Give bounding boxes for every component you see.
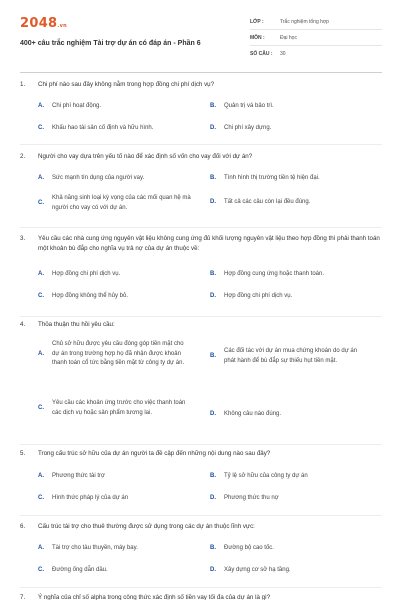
meta-label: SỐ CÂU :: [250, 51, 273, 57]
document-header: [20, 12, 382, 62]
question-text: Chi phí nào sau đây không nằm trong hợp đồng chi phí dịch vụ?: [38, 81, 215, 88]
question-number: 6.: [20, 523, 26, 530]
option-d[interactable]: [210, 410, 364, 420]
meta-label: MÔN :: [250, 34, 265, 41]
question-stem: [20, 449, 382, 459]
option-b[interactable]: [210, 102, 364, 112]
question-stem: [20, 593, 382, 600]
option-text: Phương thức tài trợ: [52, 473, 105, 479]
question-7: [20, 593, 382, 600]
option-letter: B.: [210, 473, 216, 479]
question-number: 5.: [20, 450, 26, 457]
question-number: 4.: [20, 321, 26, 328]
question-divider: [20, 316, 382, 317]
option-text: Tất cả các câu còn lại đều đúng.: [224, 199, 311, 205]
meta-row-subject: [250, 30, 382, 46]
option-d[interactable]: [210, 494, 364, 504]
option-text: Chủ sở hữu được yêu cầu đóng góp tiền mặt cho dự án trong trường hợp họ đã nhận được khoản thanh toán cổ tức bằng tiền mặt từ công ty dự án.: [52, 341, 185, 366]
question-text: Trong cấu trúc sở hữu của dự án người ta đề cập đến những nội dung nào sau đây?: [38, 450, 271, 457]
option-d[interactable]: [210, 292, 364, 302]
option-b[interactable]: [210, 174, 364, 184]
question-text: Yêu cầu các nhà cung ứng nguyên vật liệu không cung ứng đủ khối lượng nguyên vật liệu theo hợp đồng thì phải thanh toán một khoản bù đắp cho nghĩa vụ trả nợ của dự án thuộc về:: [38, 235, 380, 252]
option-letter: A.: [38, 350, 44, 357]
option-text: Phương thức thu nợ: [224, 495, 279, 501]
option-letter: D.: [210, 293, 216, 299]
option-d[interactable]: [210, 198, 364, 208]
question-6: [20, 522, 382, 588]
header-divider: [20, 72, 382, 73]
question-stem: [20, 522, 382, 532]
option-text: Chi phí hoạt động.: [52, 103, 102, 109]
question-5: [20, 449, 382, 515]
option-b[interactable]: [210, 347, 364, 366]
option-c[interactable]: [38, 194, 192, 213]
option-d[interactable]: [210, 124, 364, 134]
meta-value: Đại học: [280, 34, 297, 41]
question-divider: [20, 227, 382, 228]
option-d[interactable]: [210, 566, 364, 576]
option-text: Chi phí xây dựng.: [224, 125, 272, 131]
question-text: Thỏa thuận thu hồi yêu cầu:: [38, 321, 115, 328]
question-number: 7.: [20, 594, 26, 600]
option-text: Tình hình thị trường tiền tệ hiện đại.: [224, 175, 320, 181]
option-letter: C.: [38, 495, 44, 501]
option-letter: B.: [210, 352, 216, 359]
question-stem: [20, 152, 382, 162]
option-text: Hợp đồng chi phí dịch vụ.: [52, 271, 121, 277]
option-a[interactable]: [38, 340, 192, 369]
option-letter: D.: [210, 567, 216, 573]
option-letter: D.: [210, 411, 216, 417]
option-text: Hợp đồng chi phí dịch vụ.: [224, 293, 293, 299]
option-letter: A.: [38, 545, 44, 551]
document-title: 400+ câu trắc nghiệm Tài trợ dự án có đáp án - Phần 6: [20, 40, 201, 47]
option-text: Đường ống dẫn dầu.: [52, 567, 108, 573]
option-letter: D.: [210, 495, 216, 501]
question-text: Người cho vay dựa trên yếu tố nào để xác định số vốn cho vay đối với dự án?: [38, 153, 253, 160]
option-letter: B.: [210, 271, 216, 277]
question-divider: [20, 144, 382, 145]
meta-row-count: [250, 46, 382, 62]
option-letter: D.: [210, 199, 216, 205]
meta-label: LỚP :: [250, 18, 264, 25]
option-text: Yêu cầu các khoản ứng trước cho việc thanh toán các dịch vụ hoặc sản phẩm tương lai.: [52, 400, 186, 416]
option-text: Không câu nào đúng.: [224, 411, 282, 417]
option-a[interactable]: [38, 102, 192, 112]
option-b[interactable]: [210, 544, 364, 554]
site-logo[interactable]: [20, 16, 67, 31]
option-text: Tỷ lệ sở hữu của công ty dự án: [224, 473, 308, 479]
option-text: Các đối tác với dự án mua chứng khoán do dự án phát hành để bù đắp sự thiếu hụt tiền mặt.: [224, 348, 358, 364]
meta-table: [250, 14, 382, 62]
option-letter: C.: [38, 567, 44, 573]
option-text: Hợp đồng không thể hủy bỏ.: [52, 293, 128, 299]
option-a[interactable]: [38, 270, 192, 280]
option-letter: A.: [38, 473, 44, 479]
option-text: Hợp đồng cung ứng hoặc thanh toán.: [224, 271, 325, 277]
option-letter: C.: [38, 125, 44, 131]
option-b[interactable]: [210, 472, 364, 482]
option-text: Khấu hao tài sản cố định và hữu hình.: [52, 125, 154, 131]
option-letter: B.: [210, 175, 216, 181]
option-letter: A.: [38, 271, 44, 277]
meta-value: Trắc nghiệm tổng hợp: [280, 18, 329, 25]
option-c[interactable]: [38, 399, 192, 418]
meta-value: 30: [280, 51, 286, 57]
question-1: [20, 80, 382, 145]
option-text: Tài trợ cho tàu thuyền, máy bay.: [52, 545, 138, 551]
question-3: [20, 234, 382, 316]
option-letter: D.: [210, 125, 216, 131]
option-letter: B.: [210, 545, 216, 551]
option-a[interactable]: [38, 544, 192, 554]
option-text: Khả năng sinh loại kỳ vọng của các mối quan hệ mà người cho vay có với dự án.: [52, 195, 191, 211]
question-divider: [20, 587, 382, 588]
question-text: Cấu trúc tài trợ cho thuê thường được sử dụng trong các dự án thuộc lĩnh vực:: [38, 523, 255, 530]
question-2: [20, 152, 382, 227]
option-text: Quản trị và bảo trì.: [224, 103, 274, 109]
option-text: Xây dựng cơ sở hạ tầng.: [224, 567, 291, 573]
question-number: 2.: [20, 153, 26, 160]
question-stem: [20, 234, 382, 254]
option-c[interactable]: [38, 124, 192, 134]
option-text: Đường bộ cao tốc.: [224, 545, 274, 551]
option-b[interactable]: [210, 270, 364, 280]
option-letter: A.: [38, 175, 44, 181]
option-letter: B.: [210, 103, 216, 109]
option-text: Hình thức pháp lý của dự án: [52, 495, 129, 501]
option-letter: A.: [38, 103, 44, 109]
option-letter: C.: [38, 293, 44, 299]
meta-row-class: [250, 14, 382, 30]
question-stem: [20, 320, 382, 330]
question-stem: [20, 80, 382, 90]
option-a[interactable]: [38, 472, 192, 482]
option-letter: C.: [38, 404, 44, 411]
question-text: Ý nghĩa của chỉ số alpha trong công thức xác định số tiền vay tối đa của dự án là gì?: [38, 594, 271, 600]
question-divider: [20, 444, 382, 445]
option-text: Sức mạnh tín dụng của người vay.: [52, 175, 145, 181]
question-divider: [20, 515, 382, 516]
question-number: 3.: [20, 235, 26, 242]
question-4: [20, 320, 382, 444]
logo-suffix: .vn: [57, 23, 68, 29]
question-number: 1.: [20, 81, 26, 88]
option-letter: C.: [38, 199, 44, 206]
logo-main: 2048: [20, 16, 58, 31]
option-a[interactable]: [38, 174, 192, 184]
option-c[interactable]: [38, 494, 192, 504]
option-c[interactable]: [38, 566, 192, 576]
option-c[interactable]: [38, 292, 192, 302]
